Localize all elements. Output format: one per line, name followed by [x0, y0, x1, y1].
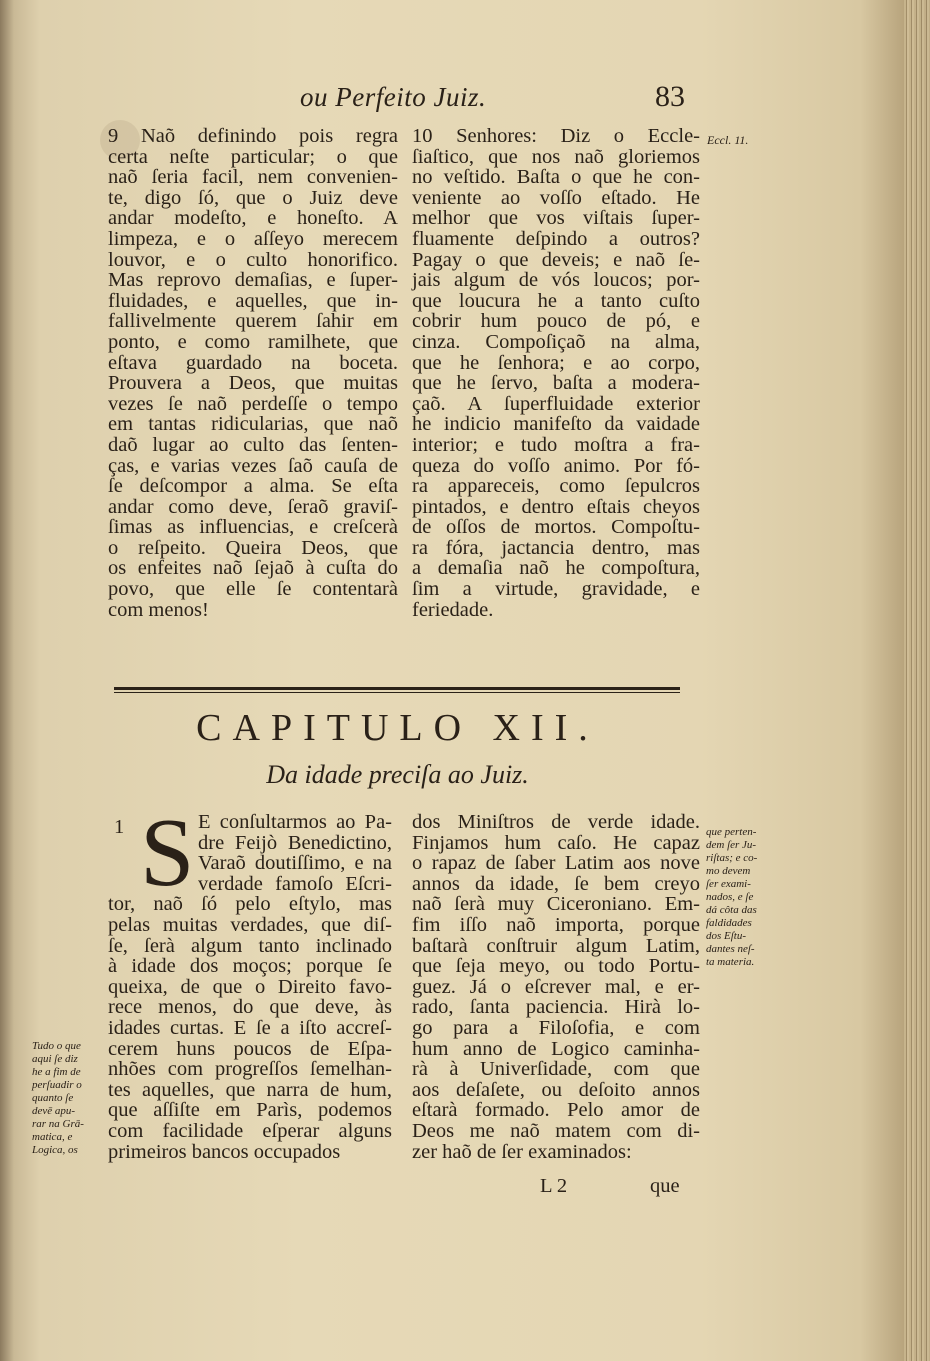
- marginal-line: perſuadir o: [32, 1079, 82, 1091]
- text-line: de oſſos de mortos. Compoſtu-: [412, 516, 700, 539]
- text-line: louvor, e o culto honorifico.: [108, 248, 398, 271]
- text-line: idades curtas. E ſe a iſto accreſ-: [108, 1016, 392, 1039]
- marginal-line: matica, e: [32, 1131, 73, 1143]
- text-line: rece menos, do que deve, às: [108, 996, 392, 1019]
- text-line: ſe, ſerà algum tanto inclinado: [108, 934, 392, 957]
- text-line: Deos me naõ matem com di-: [412, 1119, 700, 1142]
- text-line: naõ ſeria facil, nem convenien-: [108, 166, 398, 189]
- marginal-line: mo devem: [706, 865, 751, 877]
- chapter-title: CAPITULO XII.: [196, 707, 599, 749]
- text-line: pelas muitas verdades, que diſ-: [108, 913, 392, 936]
- divider-rule: [114, 687, 680, 690]
- text-line: à idade dos moços; porque ſe: [108, 955, 392, 978]
- text-line: o rapaz de ſaber Latim aos nove: [412, 852, 700, 875]
- left-marginal-note: [32, 1040, 84, 1157]
- catchword: que: [650, 1175, 680, 1197]
- text-line: naõ ſerà muy Ciceroniano. Em-: [412, 893, 700, 916]
- text-line: com menos!: [108, 598, 209, 621]
- text-line: o reſpeito. Queira Deos, que: [108, 536, 398, 559]
- text-line: que aſſiſte em Parìs, podemos: [108, 1099, 392, 1122]
- text-line: andar como deve, ſeraõ graviſ-: [108, 495, 398, 518]
- text-line: que loucura he a tanto cuſto: [412, 289, 700, 312]
- text-line: zer haõ de ſer examinados:: [412, 1140, 632, 1163]
- section2-right-column: [412, 812, 700, 1162]
- text-line: com facilidade eſperar alguns: [108, 1119, 392, 1142]
- marginal-line: riſtas; e co-: [706, 852, 758, 864]
- text-line: guez. Já o eſcrever mal, e er-: [412, 975, 700, 998]
- text-line: daõ lugar ao culto das ſenten-: [108, 433, 398, 456]
- section2-left-column: [108, 812, 392, 1162]
- text-line: dre Feijò Benedictino,: [198, 831, 392, 854]
- page-edge-stack: [904, 0, 930, 1361]
- text-line: limpeza, e o aſſeyo merecem: [108, 227, 398, 250]
- text-line: annos da idade, ſe bem creyo: [412, 872, 700, 895]
- text-line: hum anno de Logico caminha-: [412, 1037, 700, 1060]
- page-number: 83: [655, 80, 685, 113]
- text-line: que he ſenhora; e ao corpo,: [412, 351, 700, 374]
- marginal-line: dantes neſ-: [706, 943, 755, 955]
- paragraph-number: 1: [114, 816, 125, 838]
- marginal-line: ta materia.: [706, 956, 755, 968]
- text-line: fallivelmente querem ſahir em: [108, 310, 398, 333]
- text-line: he indicio manifeſto da vaidade: [412, 413, 700, 436]
- text-line: çaõ. A ſuperfluidade exterior: [412, 392, 700, 415]
- marginal-line: quanto ſe: [32, 1092, 74, 1104]
- text-line: veniente ao voſſo eſtado. He: [412, 186, 700, 209]
- right-marginal-note: [706, 826, 757, 969]
- marginal-line: que perten-: [706, 826, 757, 838]
- text-line: certa neſte particular; o que: [108, 145, 398, 168]
- text-line: andar modeſto, e honeſto. A: [108, 207, 398, 230]
- text-line: eſtava guardado na boceta.: [108, 351, 398, 374]
- marginal-line: Logica, os: [32, 1144, 78, 1156]
- marginal-line: rar na Grā-: [32, 1118, 84, 1130]
- text-line: verdade famoſo Eſcri-: [198, 872, 392, 895]
- text-line: interior; e tudo moſtra a fra-: [412, 433, 700, 456]
- text-line: rado, ſanta paciencia. Hirà lo-: [412, 996, 700, 1019]
- text-line: povo, que elle ſe contentarà: [108, 578, 398, 601]
- text-line: tes aquelles, que narra de hum,: [108, 1078, 392, 1101]
- marginal-line: dem ſer Ju-: [706, 839, 757, 851]
- text-line: que he ſervo, baſta a modera-: [412, 372, 700, 395]
- text-line: ſiaſtico, que nos naõ gloriemos: [412, 145, 700, 168]
- marginal-line: devē apu-: [32, 1105, 76, 1117]
- text-line: cinza. Compoſiçaõ na alma,: [412, 330, 700, 353]
- text-line: jais algum de vós loucos; por-: [412, 269, 700, 292]
- section1-left-column: [108, 126, 398, 620]
- text-line: baſtarà conſtruir algum Latim,: [412, 934, 700, 957]
- marginal-line: ſer exami-: [706, 878, 751, 890]
- text-line: 9 Naõ definindo pois regra: [108, 125, 398, 147]
- text-line: Pagay o que deveis; e naõ ſe-: [412, 248, 700, 271]
- text-line: E conſultarmos ao Pa-: [198, 811, 392, 833]
- text-line: queixa, de que o Direito favo-: [108, 975, 392, 998]
- text-line: nhões com progreſſos ſemelhan-: [108, 1058, 392, 1081]
- text-line: 10 Senhores: Diz o Eccle-: [412, 125, 700, 147]
- chapter-subtitle: Da idade preciſa ao Juiz.: [266, 760, 529, 789]
- text-line: ſimas as influencias, e creſcerà: [108, 516, 398, 539]
- text-line: ra appareceis, como ſepulcros: [412, 475, 700, 498]
- text-line: eſtarà formado. Pelo amor de: [412, 1099, 700, 1122]
- text-line: fluamente deſpindo a outros?: [412, 227, 700, 250]
- text-line: ra fóra, jactancia dentro, mas: [412, 536, 700, 559]
- marginal-line: he a fim de: [32, 1066, 81, 1078]
- drop-cap: S: [140, 799, 195, 907]
- text-line: Varaõ doutiſſimo, e na: [198, 852, 392, 875]
- text-line: que ſeja meyo, ou todo Portu-: [412, 955, 700, 978]
- marginal-line: dos Eſtu-: [706, 930, 747, 942]
- text-line: dos Miniſtros de verde idade.: [412, 811, 700, 833]
- page-header: [0, 76, 930, 116]
- section1-right-column: [412, 126, 700, 620]
- text-line: Mas reprovo demaſias, e ſuper-: [108, 269, 398, 292]
- text-line: melhor que vos viſtais ſuper-: [412, 207, 700, 230]
- text-line: os enfeites naõ ſejaõ à cuſta do: [108, 557, 398, 580]
- text-line: go para a Filoſofia, e com: [412, 1016, 700, 1039]
- text-line: cerem huns poucos de Eſpa-: [108, 1037, 392, 1060]
- text-line: no veſtido. Baſta o que he con-: [412, 166, 700, 189]
- marginal-line: faldidades: [706, 917, 752, 929]
- text-line: ſe deſcompor a alma. Se eſta: [108, 475, 398, 498]
- marginal-note-eccl: Eccl. 11.: [707, 133, 749, 147]
- text-line: fluidades, e aquelles, que in-: [108, 289, 398, 312]
- text-line: aos deſaſete, ou deſoito annos: [412, 1078, 700, 1101]
- text-line: feriedade.: [412, 598, 494, 621]
- text-line: ças, e varias vezes ſaõ cauſa de: [108, 454, 398, 477]
- text-line: tor, naõ ſó pelo eſtylo, mas: [108, 893, 392, 916]
- text-line: cobrir hum pouco de pó, e: [412, 310, 700, 333]
- text-line: primeiros bancos occupados: [108, 1140, 341, 1163]
- marginal-line: aqui ſe diz: [32, 1053, 78, 1065]
- text-line: Prouvera a Deos, que muitas: [108, 372, 398, 395]
- text-line: em tantas ridicularias, que naõ: [108, 413, 398, 436]
- text-line: te, digo ſó, que o Juiz deve: [108, 186, 398, 209]
- text-line: ponto, e como ramilhete, que: [108, 330, 398, 353]
- divider-rule-thin: [114, 692, 680, 693]
- marginal-line: dá côta das: [706, 904, 757, 916]
- marginal-line: Tudo o que: [32, 1040, 81, 1052]
- signature-mark: L 2: [540, 1175, 568, 1197]
- text-line: ſim a virtude, gravidade, e: [412, 578, 700, 601]
- marginal-line: nados, e ſe: [706, 891, 754, 903]
- text-line: fim iſſo naõ importa, porque: [412, 913, 700, 936]
- text-line: vezes ſe naõ perdeſſe o tempo: [108, 392, 398, 415]
- text-line: pintados, e dentro eſtais cheyos: [412, 495, 700, 518]
- running-title: ou Perfeito Juiz.: [300, 82, 487, 112]
- text-line: a demaſia naõ he compoſtura,: [412, 557, 700, 580]
- text-line: Finjamos hum caſo. He capaz: [412, 831, 700, 854]
- text-line: queza do voſſo animo. Por fó-: [412, 454, 700, 477]
- text-line: rà à Univerſidade, com que: [412, 1058, 700, 1081]
